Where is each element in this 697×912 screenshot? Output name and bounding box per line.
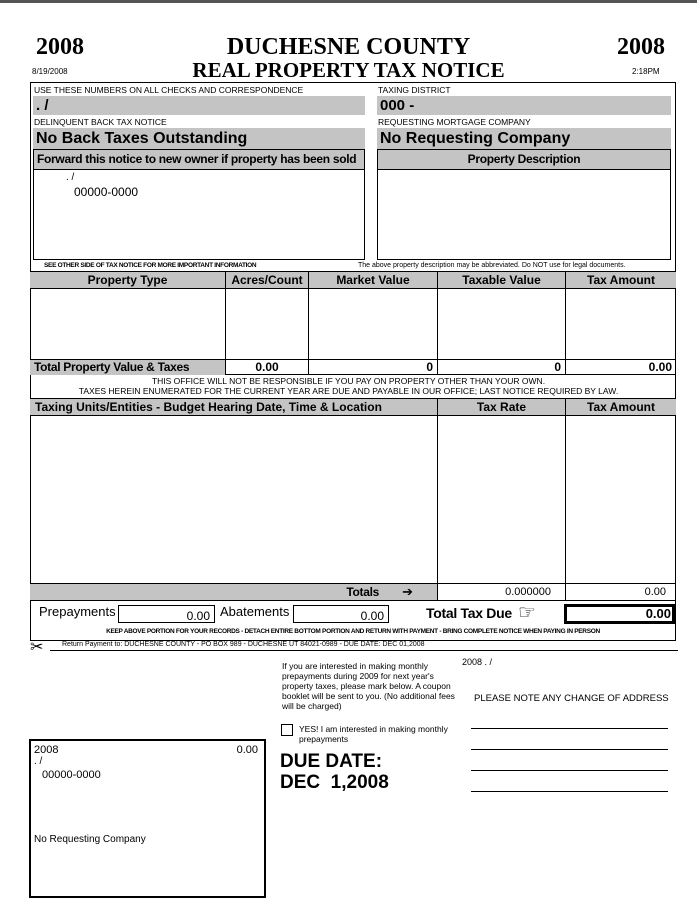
prepay-info: If you are interested in making monthly prepayments during 2009 for next year's property taxes, please mark below. A coupon booklet will be sent to you. (No additional fees will be charged) <box>282 661 455 711</box>
total-tax-due-label: Total Tax Due <box>426 605 512 621</box>
district-label: TAXING DISTRICT <box>378 85 451 95</box>
prepayments-value: 0.00 <box>118 605 215 623</box>
pointing-hand-icon: ☞ <box>518 602 536 624</box>
abbreviated-note: The above property description may be abbreviated. Do NOT use for legal documents. <box>358 262 626 269</box>
total-tax-amount: 0.00 <box>648 360 672 374</box>
owner-line-1: . / <box>66 172 75 183</box>
address-line-4[interactable] <box>471 791 668 792</box>
not-responsible-note: THIS OFFICE WILL NOT BE RESPONSIBLE IF YOU PAY ON PROPERTY OTHER THAN YOUR OWN. <box>151 376 546 386</box>
taxing-totals-label: Totals <box>346 585 379 599</box>
prepay-checkbox[interactable] <box>281 724 293 736</box>
address-line-1[interactable] <box>471 728 668 729</box>
due-date-label: DUE DATE: <box>280 751 383 772</box>
mortgage-label: REQUESTING MORTGAGE COMPANY <box>378 117 531 127</box>
arrow-right-icon: ➔ <box>402 584 413 599</box>
total-property-label: Total Property Value & Taxes <box>30 360 226 375</box>
taxing-units-table <box>30 398 676 601</box>
district-value: 000 - <box>377 96 671 115</box>
stub-line-1: . / <box>34 756 43 767</box>
taxing-totals-label-cell <box>30 584 438 600</box>
delinquent-status: No Back Taxes Outstanding <box>33 128 365 149</box>
account-number: . / <box>33 96 365 115</box>
return-payment-address: Return Payment to: DUCHESNE COUNTY - PO BOX 989 - DUCHESNE UT 84021-0989 - DUE DATE: DEC 01,2008 <box>62 641 425 648</box>
col-taxing-units: Taxing Units/Entities - Budget Hearing Date, Time & Location <box>30 399 438 416</box>
due-payable-note: TAXES HEREIN ENUMERATED FOR THE CURRENT YEAR ARE DUE AND PAYABLE IN OUR OFFICE; LAST NOTICE REQUIRED BY LAW. <box>78 386 619 396</box>
market-value-cell <box>309 289 438 360</box>
address-line-2[interactable] <box>471 749 668 750</box>
stub-year: 2008 <box>34 744 59 756</box>
property-table <box>30 271 676 375</box>
col-tax-rate: Tax Rate <box>438 399 566 416</box>
account-reference: 2008 . / <box>462 657 493 667</box>
acres-cell <box>226 289 309 360</box>
total-tax-due-value: 0.00 <box>564 604 675 624</box>
property-description-box <box>377 149 671 260</box>
notice-title: REAL PROPERTY TAX NOTICE <box>192 58 505 82</box>
col-taxing-amount: Tax Amount <box>587 400 655 414</box>
owner-box <box>33 149 365 260</box>
year-right: 2008 <box>617 34 665 60</box>
abatements-label: Abatements <box>220 604 290 619</box>
col-tax-amount: Tax Amount <box>587 273 655 287</box>
detach-line <box>50 650 678 651</box>
taxing-units-cell <box>30 416 438 584</box>
county-name: DUCHESNE COUNTY <box>226 34 471 60</box>
account-label: USE THESE NUMBERS ON ALL CHECKS AND CORRESPONDENCE <box>34 85 304 95</box>
print-date: 8/19/2008 <box>32 67 68 76</box>
stub-amount: 0.00 <box>236 744 258 756</box>
prepay-checkbox-label: YES! I am interested in making monthly prepayments <box>299 724 448 744</box>
taxable-value-cell <box>438 289 566 360</box>
col-market-value: Market Value <box>309 272 438 289</box>
year-left: 2008 <box>36 34 84 60</box>
total-market-value: 0 <box>309 360 438 375</box>
property-description-content <box>378 170 670 178</box>
property-type-cell <box>30 289 226 360</box>
scissors-icon: ✂ <box>30 639 44 656</box>
col-acres-count: Acres/Count <box>226 272 309 289</box>
keep-portion-note: KEEP ABOVE PORTION FOR YOUR RECORDS - DETACH ENTIRE BOTTOM PORTION AND RETURN WITH PAYMENT - BRING COMPLETE NOTICE WHEN PAYING IN PERSON <box>106 628 600 635</box>
stub-line-2: 00000-0000 <box>42 769 101 781</box>
total-taxing-amount: 0.00 <box>644 586 666 598</box>
total-taxable-value: 0 <box>438 360 566 375</box>
owner-box-header: Forward this notice to new owner if property has been sold <box>34 150 364 170</box>
print-time: 2:18PM <box>632 67 660 76</box>
payment-stub <box>29 739 266 898</box>
total-tax-rate: 0.000000 <box>438 584 566 600</box>
due-date-value: DEC 1,2008 <box>280 772 389 793</box>
delinquent-label: DELINQUENT BACK TAX NOTICE <box>34 117 167 127</box>
abatements-value: 0.00 <box>293 605 389 623</box>
stub-company: No Requesting Company <box>34 834 146 845</box>
change-address-label: PLEASE NOTE ANY CHANGE OF ADDRESS <box>474 693 669 704</box>
prepayments-label: Prepayments <box>39 604 116 619</box>
col-property-type: Property Type <box>30 272 226 289</box>
tax-rate-cell <box>438 416 566 584</box>
owner-line-2: 00000-0000 <box>74 185 139 199</box>
total-acres: 0.00 <box>226 360 309 375</box>
see-other-side-note: SEE OTHER SIDE OF TAX NOTICE FOR MORE IMPORTANT INFORMATION <box>44 262 257 269</box>
window-top-border <box>0 0 697 3</box>
mortgage-company: No Requesting Company <box>377 128 671 149</box>
address-line-3[interactable] <box>471 770 668 771</box>
col-taxable-value: Taxable Value <box>438 272 566 289</box>
property-description-header: Property Description <box>378 150 670 170</box>
